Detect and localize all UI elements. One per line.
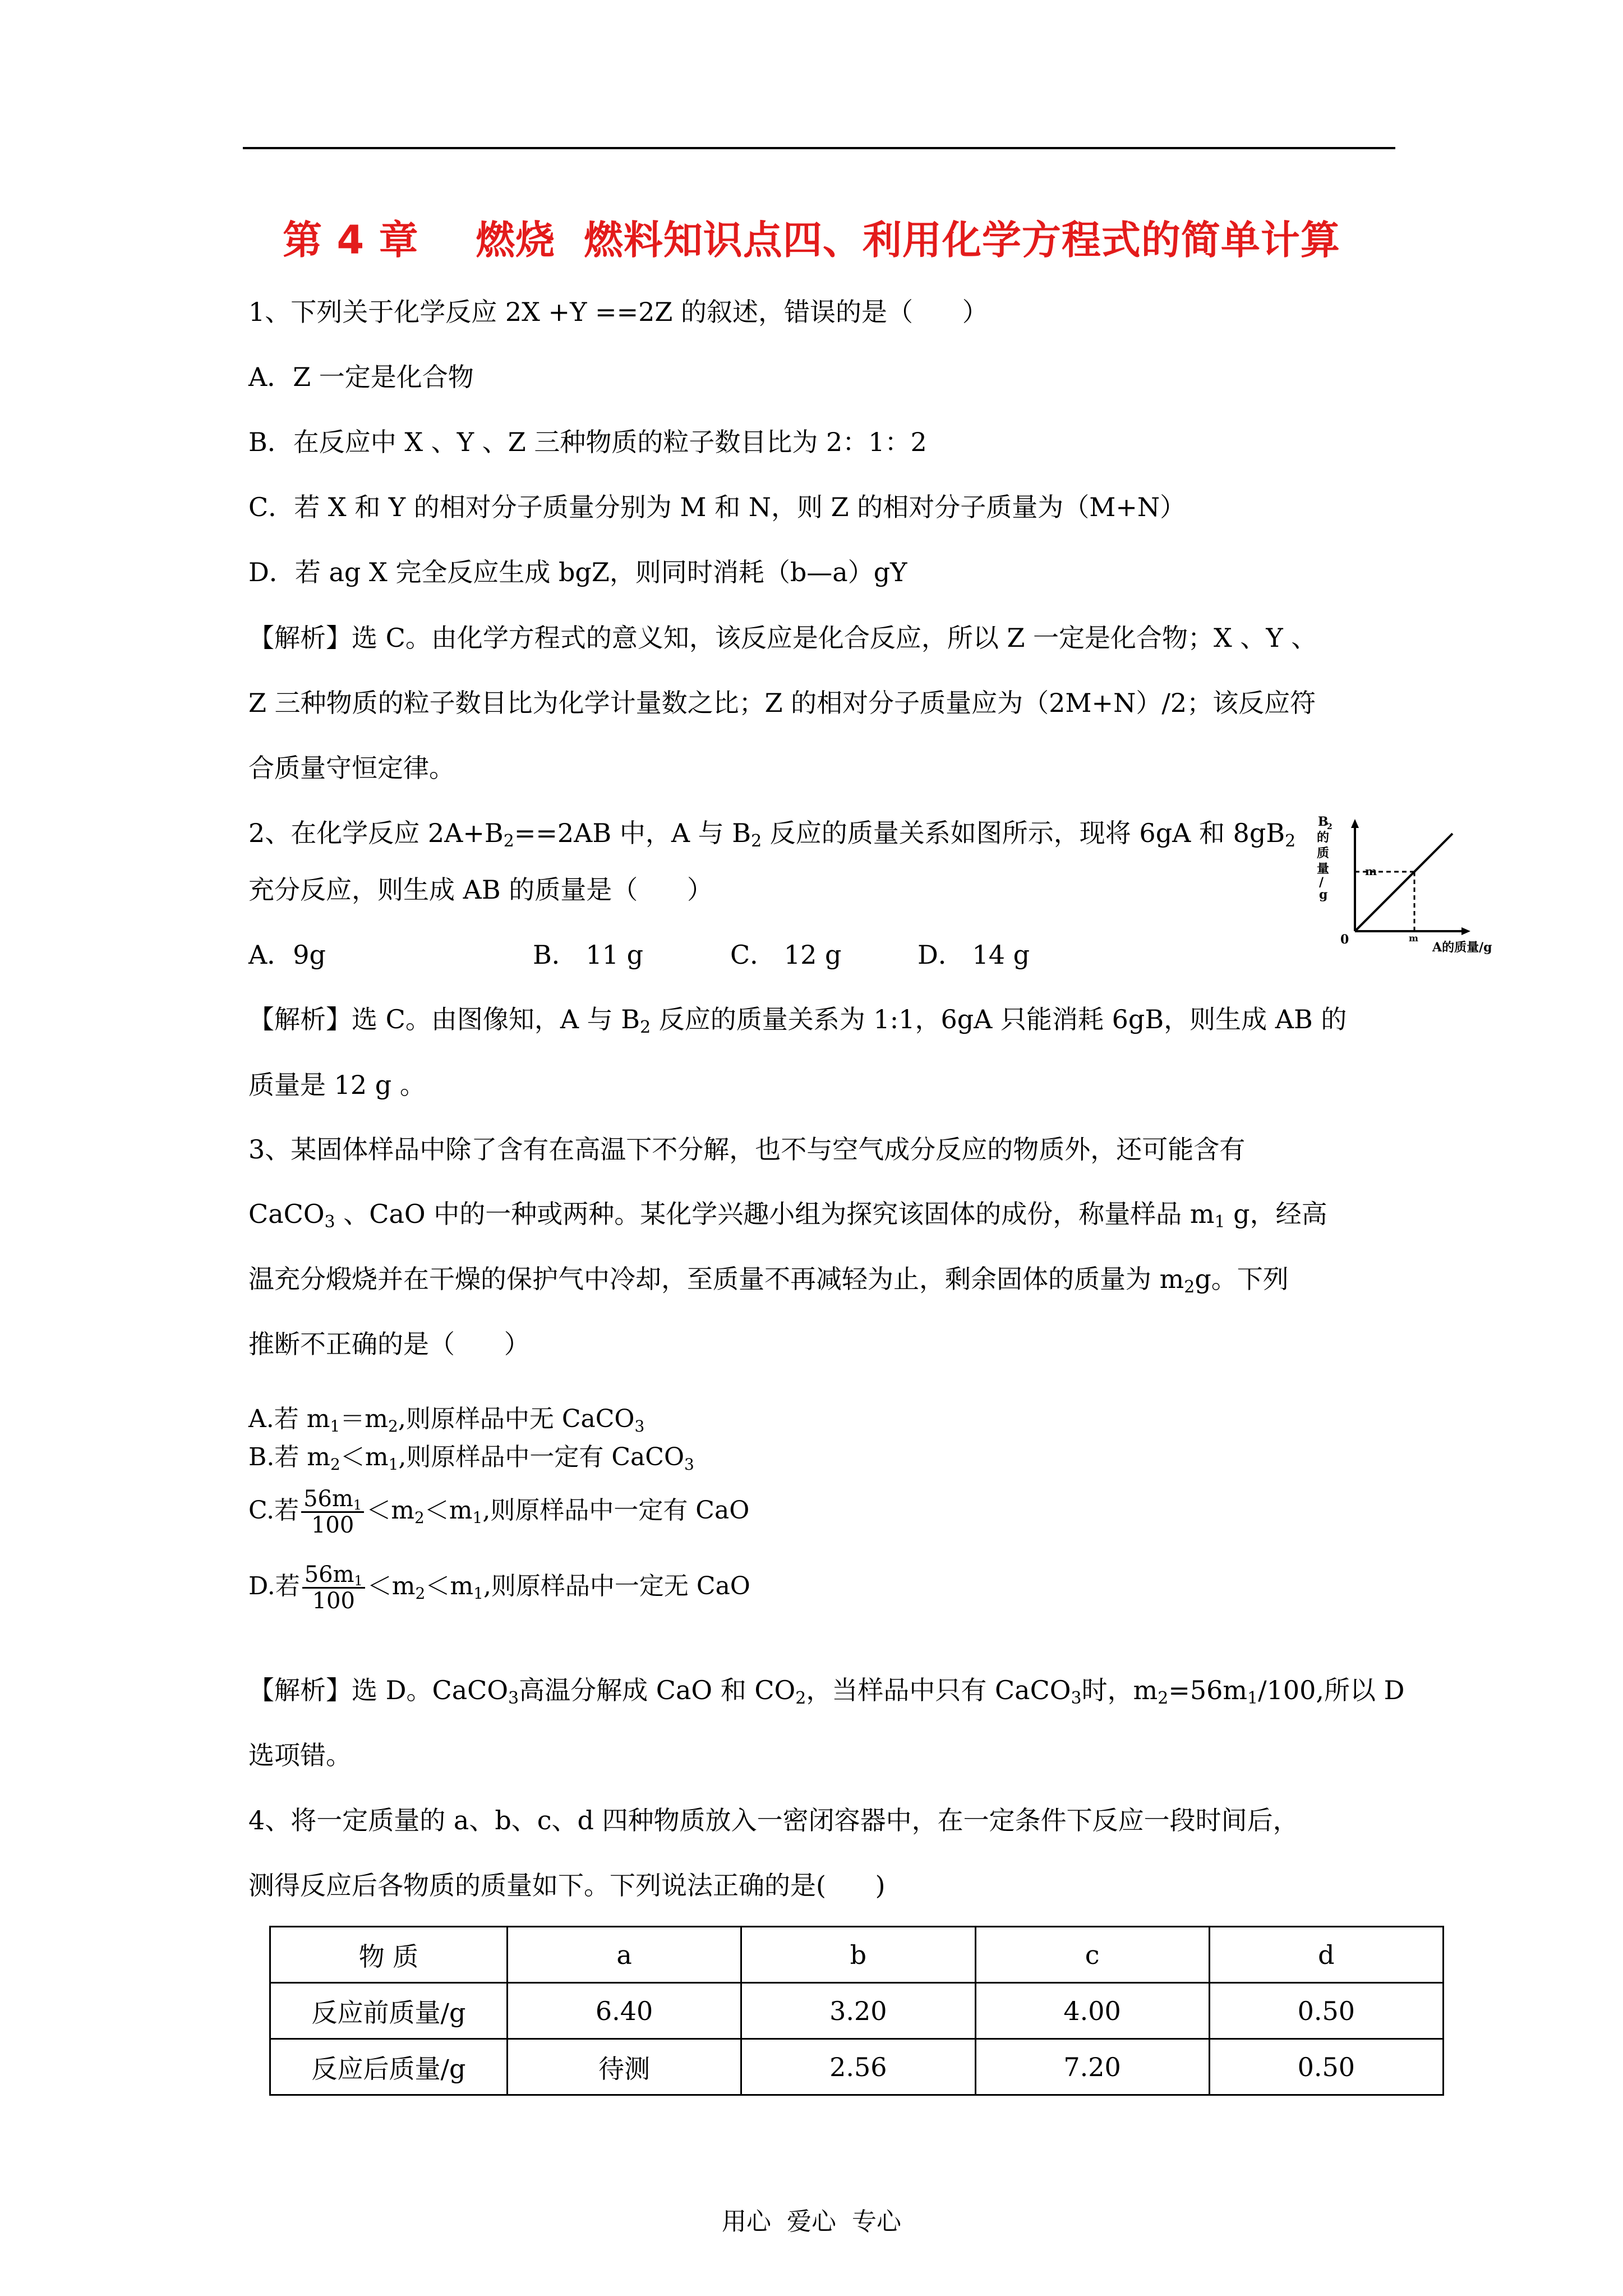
q2-option-a: A．9g (248, 940, 326, 970)
q3-option-b: B.若 $m_2<m_1$,则原样品中一定有 CaCO$_3$ (248, 1443, 694, 1474)
q3-stem-line3: 温充分煅烧并在干燥的保护气中冷却，至质量不再减轻为止，剩余固体的质量为 $m_2g$。下列 (248, 1264, 1289, 1297)
table-header-cell: a (508, 1927, 741, 1983)
table-cell: 反应前质量/g (270, 1983, 508, 2039)
q3-option-c-fraction: $\frac{56m_1}{100}$ (301, 1487, 364, 1538)
q1-option-a: A．Z 一定是化合物 (248, 362, 474, 392)
table-cell: 0.50 (1209, 1983, 1443, 2039)
q3-stem-line1: 3、某固体样品中除了含有在高温下不分解，也不与空气成分反应的物质外，还可能含有 (248, 1134, 1246, 1165)
table-header-cell: c (975, 1927, 1209, 1983)
q2-option-d: D． 14 g (917, 940, 1030, 970)
q2-mass-relation-figure (1307, 813, 1542, 965)
table-row (270, 2039, 1444, 2095)
q3-option-d: D.若 $\frac{56m_1}{100}$ $<m_2<m_1$,则原样品中一定无 CaO (248, 1562, 750, 1614)
q4-stem-line2: 测得反应后各物质的质量如下。下列说法正确的是( ) (248, 1870, 886, 1901)
fig-ylabel-sub: 2 (1327, 822, 1332, 831)
table-cell: 2.56 (741, 2039, 975, 2095)
fig-x-arrow-icon (1461, 927, 1470, 935)
q3-option-c: C.若 $\frac{56m_1}{100}$ $<m_2<m_1$,则原样品中一定有 CaO (248, 1486, 750, 1538)
table-row (270, 1983, 1444, 2039)
q1-stem: 1、下列关于化学反应 2X +Y ==2Z 的叙述，错误的是（ ） (248, 297, 988, 327)
q3-analysis-line1: 【解析】选 D。CaCO$_3$高温分解成 CaO 和 $CO_2$，当样品中只有 CaCO$_3$时，$m_2=56m_1/100$,所以 D (248, 1675, 1405, 1708)
q3-option-a: A.若 $m_1=m_2$,则原样品中无 CaCO$_3$ (248, 1405, 645, 1435)
q1-option-d: D．若 ag X 完全反应生成 bgZ，则同时消耗（b—a）gY (248, 557, 907, 587)
table-cell: 反应后质量/g (270, 2039, 508, 2095)
q2-analysis-line1: 【解析】选 C。由图像知，A 与 $B_2$ 反应的质量关系为 1:1，6gA 只能消耗 6gB，则生成 AB 的 (248, 1004, 1347, 1037)
q1-option-b: B．在反应中 X 、Y 、Z 三种物质的粒子数目比为 2：1：2 (248, 427, 927, 457)
fig-ylabel-liang: 量 (1317, 862, 1330, 876)
fig-origin: 0 (1340, 932, 1349, 947)
table-cell: 7.20 (975, 2039, 1209, 2095)
table-header-cell: b (741, 1927, 975, 1983)
q2-option-b: B． 11 g (533, 940, 644, 970)
fig-ylabel-g: g (1319, 887, 1328, 902)
q2-option-c: C． 12 g (730, 940, 842, 970)
q1-analysis-line2: Z 三种物质的粒子数目比为化学计量数之比；Z 的相对分子质量应为（2M+N）/2；该反应符 (248, 688, 1316, 718)
q1-analysis-line1: 【解析】选 C。由化学方程式的意义知，该反应是化合反应，所以 Z 一定是化合物；X 、Y 、 (248, 623, 1317, 653)
q3-stem-line4: 推断不正确的是（ ） (248, 1329, 530, 1359)
fig-ylabel-b: B (1318, 815, 1329, 829)
q1-analysis-line3: 合质量守恒定律。 (248, 753, 455, 783)
q3-analysis-line2: 选项错。 (248, 1740, 352, 1770)
q4-data-table (269, 1926, 1444, 2096)
fig-ylabel-de: 的 (1317, 830, 1330, 845)
page-footer: 用心 爱心 专心 (722, 2207, 901, 2236)
table-header-cell: d (1209, 1927, 1443, 1983)
table-cell: 0.50 (1209, 2039, 1443, 2095)
table-cell: 4.00 (975, 1983, 1209, 2039)
table-header-row (270, 1927, 1444, 1983)
fig-m-x: m (1409, 933, 1418, 944)
header-rule (243, 147, 1395, 149)
fig-ylabel-zhi: 质 (1317, 846, 1330, 861)
table-cell: 6.40 (508, 1983, 741, 2039)
q2-analysis-line2: 质量是 12 g 。 (248, 1070, 426, 1100)
fig-ylabel-slash: / (1319, 875, 1324, 890)
fig-mass-line (1355, 834, 1453, 931)
fig-y-arrow-icon (1351, 819, 1359, 828)
q2-stem-line1: 2、在化学反应 $2A+B_2==2AB$ 中，A 与 $B_2$ 反应的质量关系如图所示，现将 6gA 和 $8gB_2$ (248, 818, 1296, 851)
table-header-cell: 物 质 (270, 1927, 508, 1983)
q3-option-d-fraction: $\frac{56m_1}{100}$ (302, 1562, 365, 1613)
page-title: 第 4 章 燃烧 燃料知识点四、利用化学方程式的简单计算 (283, 217, 1340, 263)
table-cell: 待测 (508, 2039, 741, 2095)
q2-stem-line2: 充分反应，则生成 AB 的质量是（ ） (248, 875, 713, 905)
fig-xlabel: A的质量/g (1432, 940, 1492, 955)
q3-stem-line2: CaCO$_3$ 、CaO 中的一种或两种。某化学兴趣小组为探究该固体的成份，称量样品 $m_1$ g，经高 (248, 1199, 1327, 1232)
fig-m-y: m (1365, 864, 1377, 878)
q4-stem-line1: 4、将一定质量的 a、b、c、d 四种物质放入一密闭容器中，在一定条件下反应一段时间后， (248, 1805, 1299, 1835)
table-cell: 3.20 (741, 1983, 975, 2039)
q1-option-c: C．若 X 和 Y 的相对分子质量分别为 M 和 N，则 Z 的相对分子质量为（M+N） (248, 492, 1186, 522)
